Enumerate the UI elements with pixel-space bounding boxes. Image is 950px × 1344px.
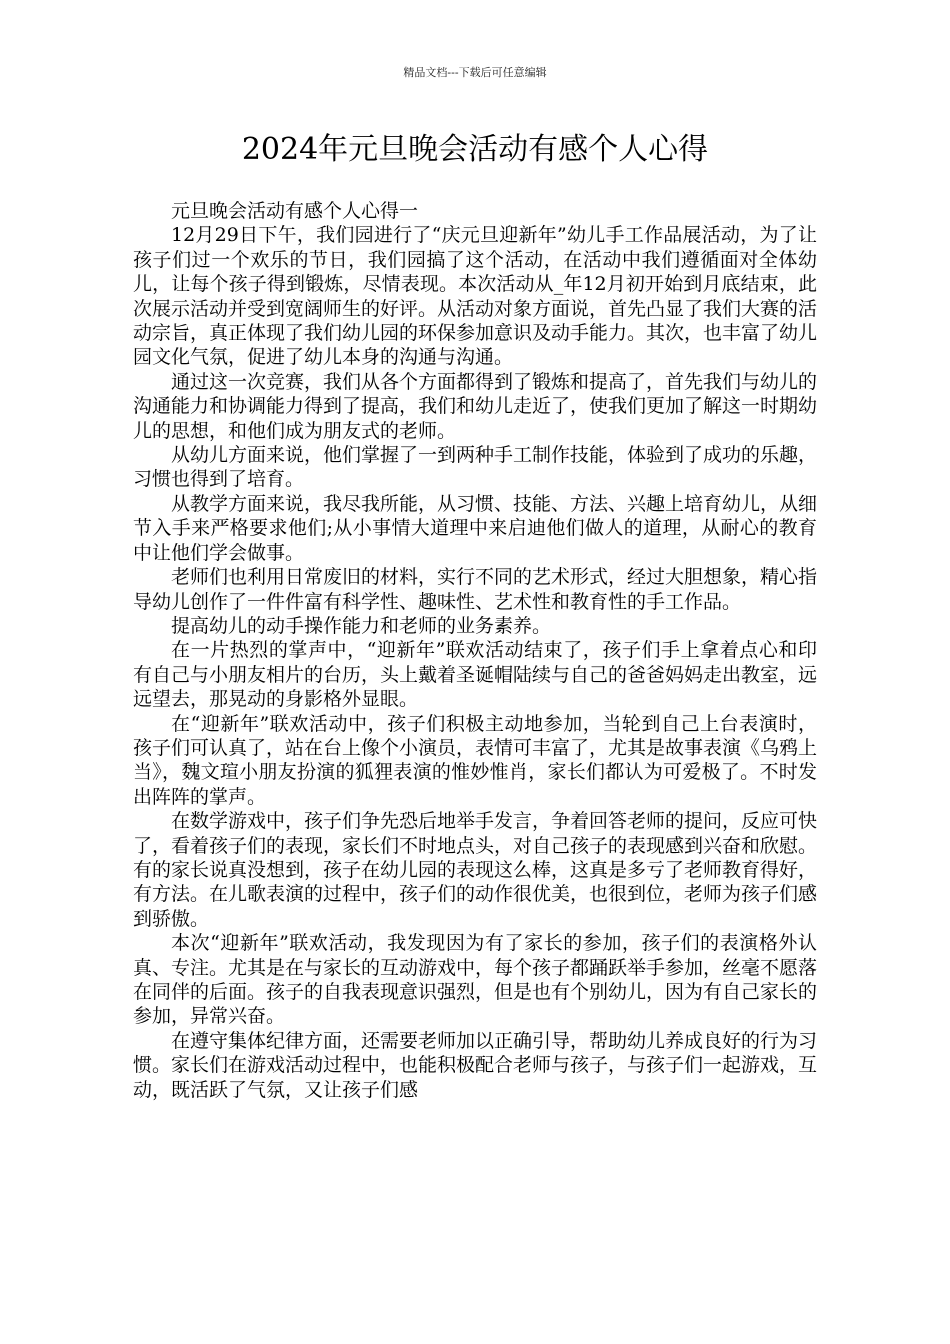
page-header-note: 精品文档---下载后可任意编辑 <box>403 66 547 79</box>
paragraph: 在数学游戏中，孩子们争先恐后地举手发言，争着回答老师的提问，反应可快了，看着孩子们的表现，家长们不时地点头，对自己孩子的表现感到兴奋和欣慰。有的家长说真没想到，孩子在幼儿园的表现这么棒，这真是多亏了老师教育得好，有方法。在儿歌表演的过程中，孩子们的动作很优美，也很到位，老师为孩子们感到骄傲。 <box>133 810 818 930</box>
paragraph: 从教学方面来说，我尽我所能，从习惯、技能、方法、兴趣上培育幼儿，从细节入手来严格要求他们;从小事情大道理中来启迪他们做人的道理，从耐心的教育中让他们学会做事。 <box>133 492 818 564</box>
paragraph: 从幼儿方面来说，他们掌握了一到两种手工制作技能，体验到了成功的乐趣，习惯也得到了培育。 <box>133 444 818 491</box>
paragraph: 12月29日下午，我们园进行了“庆元旦迎新年”幼儿手工作品展活动，为了让孩子们过一个欢乐的节日，我们园搞了这个活动，在活动中我们遵循面对全体幼儿，让每个孩子得到锻炼，尽情表现。本次活动从_年12月初开始到月底结束，此次展示活动并受到宽阔师生的好评。从活动对象方面说，首先凸显了我们大赛的活动宗旨，真正体现了我们幼儿园的环保参加意识及动手能力。其次，也丰富了幼儿园文化气氛，促进了幼儿本身的沟通与沟通。 <box>133 224 818 369</box>
paragraph: 在“迎新年”联欢活动中，孩子们积极主动地参加，当轮到自己上台表演时，孩子们可认真了，站在台上像个小演员，表情可丰富了，尤其是故事表演《乌鸦上当》，魏文瑄小朋友扮演的狐狸表演的惟妙惟肖，家长们都认为可爱极了。不时发出阵阵的掌声。 <box>133 712 818 808</box>
document-title: 2024年元旦晚会活动有感个人心得 <box>241 132 709 167</box>
paragraph: 提高幼儿的动手操作能力和老师的业务素养。 <box>171 614 552 637</box>
paragraph: 在一片热烈的掌声中，“迎新年”联欢活动结束了，孩子们手上拿着点心和印有自己与小朋友相片的台历，头上戴着圣诞帽陆续与自己的爸爸妈妈走出教室，远远望去，那晃动的身影格外显眼。 <box>133 639 818 711</box>
paragraph-subheading: 元旦晚会活动有感个人心得一 <box>171 200 419 222</box>
paragraph: 在遵守集体纪律方面，还需要老师加以正确引导，帮助幼儿养成良好的行为习惯。家长们在游戏活动过程中，也能积极配合老师与孩子，与孩子们一起游戏，互动，既活跃了气氛，又让孩子们感 <box>133 1029 818 1101</box>
document-body <box>133 199 817 1102</box>
paragraph: 本次“迎新年”联欢活动，我发现因为有了家长的参加，孩子们的表演格外认真、专注。尤其是在与家长的互动游戏中，每个孩子都踊跃举手参加，丝毫不愿落在同伴的后面。孩子的自我表现意识强烈，但是也有个别幼儿，因为有自己家长的参加，异常兴奋。 <box>133 932 818 1028</box>
paragraph: 老师们也利用日常废旧的材料，实行不同的艺术形式，经过大胆想象，精心指导幼儿创作了一件件富有科学性、趣味性、艺术性和教育性的手工作品。 <box>133 566 818 613</box>
paragraph: 通过这一次竞赛，我们从各个方面都得到了锻炼和提高了，首先我们与幼儿的沟通能力和协调能力得到了提高，我们和幼儿走近了，使我们更加了解这一时期幼儿的思想，和他们成为朋友式的老师。 <box>133 370 818 442</box>
